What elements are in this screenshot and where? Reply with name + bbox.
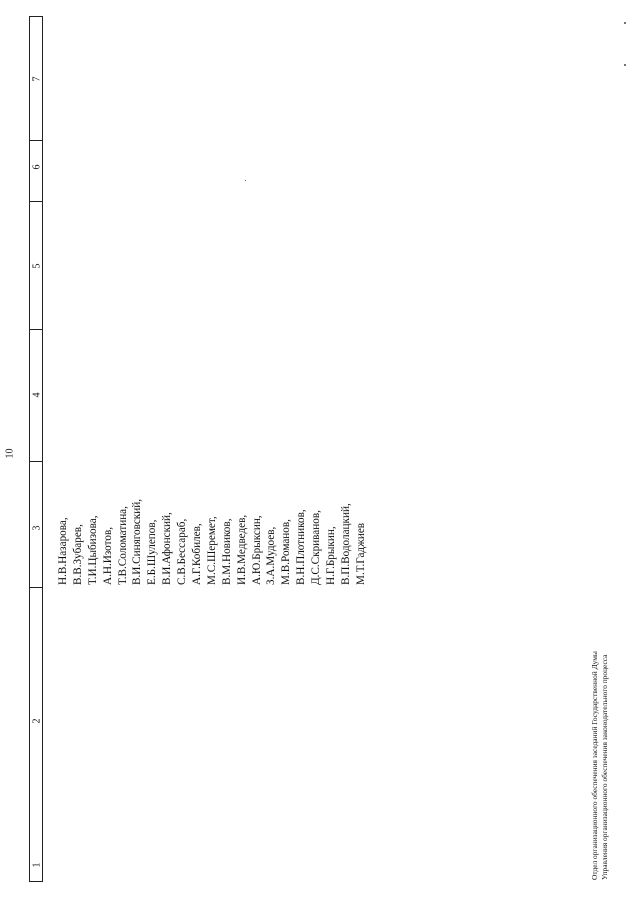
name-item: С.В.Бессараб, <box>176 518 189 585</box>
column-divider <box>30 587 42 588</box>
name-item: Н.В.Назарова, <box>57 517 69 585</box>
name-item: А.Ю.Брыксин, <box>250 515 263 585</box>
table-header-strip <box>29 16 43 882</box>
column-divider <box>30 329 42 330</box>
name-item: Н.Г.Брыкин, <box>325 526 338 585</box>
column-number-7: 7 <box>31 76 42 82</box>
name-item: Т.И.Цыбизова, <box>86 515 99 585</box>
scan-speck <box>624 64 626 66</box>
footer-line-1: Отдел организационного обеспечения заседаний Государственной Думы <box>590 651 599 880</box>
page-number-text: 10 <box>4 448 16 458</box>
footer-line-2: Управления организационного обеспечения законодательного процесса <box>600 654 609 880</box>
name-item: В.Н.Плотников, <box>295 509 308 585</box>
name-item: М.В.Романов, <box>280 519 293 585</box>
column-number-1: 1 <box>31 862 42 868</box>
column-number-6: 6 <box>31 164 42 170</box>
footer <box>590 651 610 880</box>
name-item: Д.С.Скриванов, <box>310 510 323 585</box>
name-item: В.И.Афонский, <box>161 512 174 585</box>
name-item: В.М.Новиков, <box>220 518 233 585</box>
scan-speck <box>245 180 246 181</box>
column-divider <box>30 201 42 202</box>
name-item: Е.Б.Шулепов, <box>146 519 159 585</box>
name-item: А.Н.Изотов, <box>101 526 114 585</box>
column-number-3: 3 <box>31 525 42 531</box>
column-divider <box>30 461 42 462</box>
name-item: А.Г.Кобилев, <box>191 523 204 585</box>
name-item: М.С.Шеремет, <box>205 516 218 585</box>
name-item: В.В.Зубарев, <box>71 524 84 585</box>
name-item: В.И.Синяговский, <box>131 498 144 585</box>
name-item: В.П.Водолацкий, <box>339 503 352 585</box>
name-item: М.Т.Гаджиев <box>354 522 367 585</box>
column-divider <box>30 140 42 141</box>
column-number-4: 4 <box>31 392 42 398</box>
column-number-5: 5 <box>31 263 42 269</box>
name-item: З.А.Мудоев, <box>265 526 278 585</box>
scan-speck <box>624 22 626 24</box>
column-number-2: 2 <box>31 718 42 724</box>
names-list <box>56 499 369 585</box>
name-item: Т.В.Соломатина, <box>116 506 129 585</box>
name-item: И.В.Медведев, <box>235 514 248 585</box>
page-number <box>4 446 16 460</box>
